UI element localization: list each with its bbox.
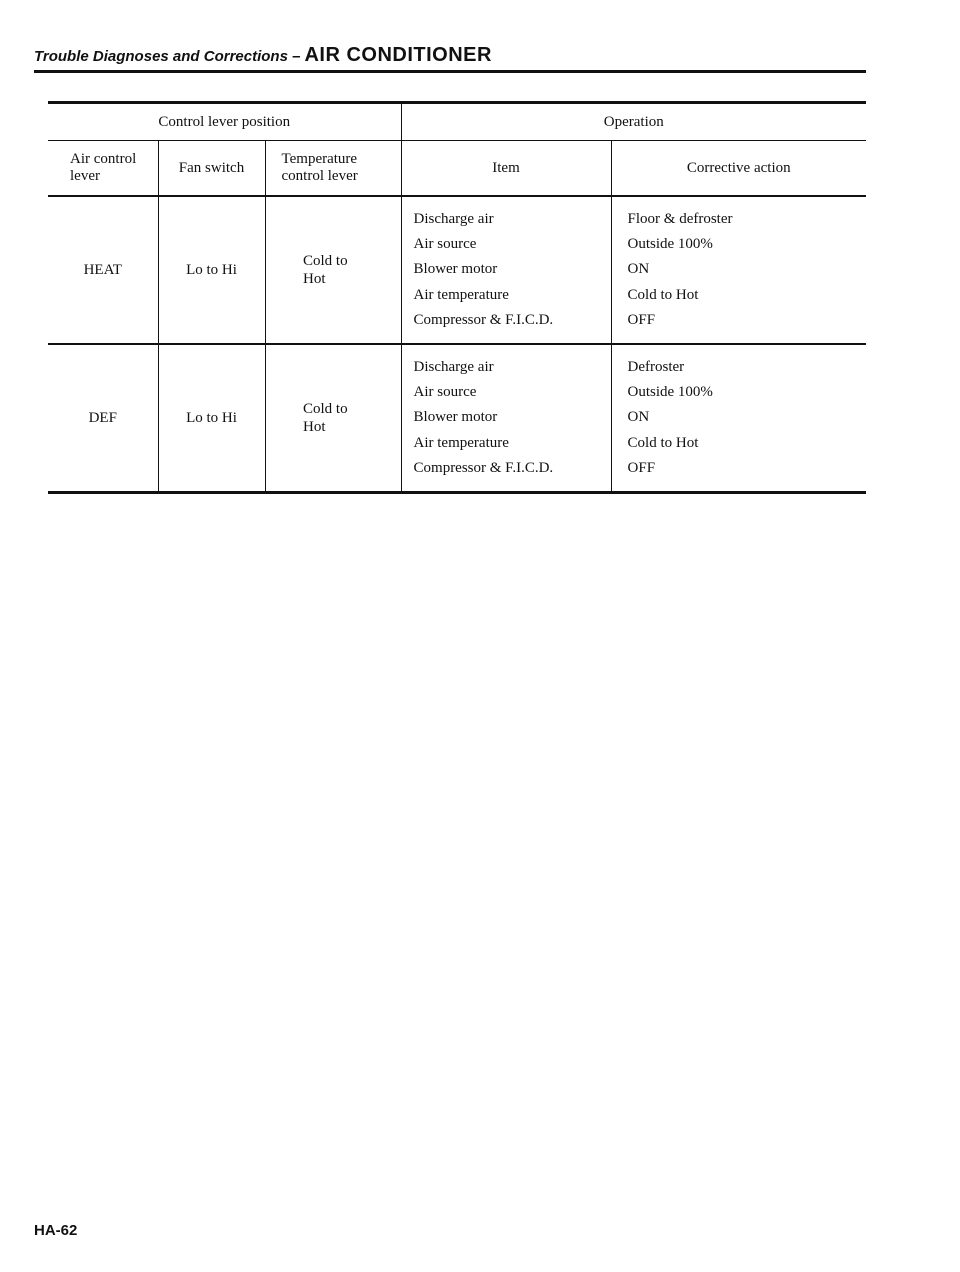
cell-fan-switch: Lo to Hi — [158, 196, 265, 344]
cell-actions — [611, 344, 866, 493]
cell-temperature-line1: Cold to — [303, 253, 348, 269]
action-line: OFF — [627, 312, 656, 329]
operation-table-container — [48, 101, 866, 494]
cell-temperature-line2: Hot — [303, 419, 326, 435]
cell-air-control: DEF — [48, 344, 158, 493]
action-line: Cold to Hot — [627, 286, 699, 303]
group-header-row — [48, 103, 866, 141]
page-number: HA-62 — [34, 1222, 78, 1239]
item-line: Compressor & F.I.C.D. — [413, 312, 554, 329]
cell-temperature — [265, 344, 401, 493]
cell-temperature-line1: Cold to — [303, 401, 348, 417]
cell-air-control: HEAT — [48, 196, 158, 344]
item-line: Blower motor — [413, 409, 498, 426]
col-header-item: Item — [401, 141, 611, 197]
item-line: Air temperature — [413, 434, 509, 451]
item-line: Air temperature — [413, 286, 509, 303]
item-line: Air source — [413, 235, 477, 252]
item-line: Blower motor — [413, 261, 498, 278]
col-header-air-control-line1: Air control — [70, 151, 137, 167]
item-line: Compressor & F.I.C.D. — [413, 460, 554, 477]
action-line: Defroster — [627, 358, 685, 375]
page-header — [34, 44, 492, 67]
header-rule — [34, 70, 866, 73]
action-line: Cold to Hot — [627, 434, 699, 451]
col-header-temperature-line2: control lever — [281, 168, 358, 184]
action-line: Floor & defroster — [627, 210, 733, 227]
col-header-corrective-action: Corrective action — [611, 141, 866, 197]
group-header-operation: Operation — [401, 103, 866, 141]
item-line: Discharge air — [413, 210, 494, 227]
cell-actions — [611, 196, 866, 344]
table-row — [48, 196, 866, 344]
col-header-temperature — [265, 141, 401, 197]
operation-table — [48, 101, 866, 494]
item-line: Discharge air — [413, 358, 494, 375]
col-header-fan-switch: Fan switch — [158, 141, 265, 197]
cell-temperature — [265, 196, 401, 344]
cell-temperature-line2: Hot — [303, 271, 326, 287]
section-title: Trouble Diagnoses and Corrections – — [34, 48, 301, 65]
col-header-temperature-line1: Temperature — [281, 151, 358, 167]
col-header-air-control — [48, 141, 158, 197]
action-line: OFF — [627, 460, 656, 477]
table-row — [48, 344, 866, 493]
column-header-row — [48, 141, 866, 197]
cell-fan-switch: Lo to Hi — [158, 344, 265, 493]
cell-items — [401, 196, 611, 344]
action-line: ON — [627, 261, 650, 278]
topic-title: AIR CONDITIONER — [304, 44, 492, 66]
action-line: Outside 100% — [627, 235, 713, 252]
action-line: Outside 100% — [627, 383, 713, 400]
action-line: ON — [627, 409, 650, 426]
col-header-air-control-line2: lever — [70, 168, 100, 184]
item-line: Air source — [413, 383, 477, 400]
group-header-control: Control lever position — [48, 103, 401, 141]
cell-items — [401, 344, 611, 493]
